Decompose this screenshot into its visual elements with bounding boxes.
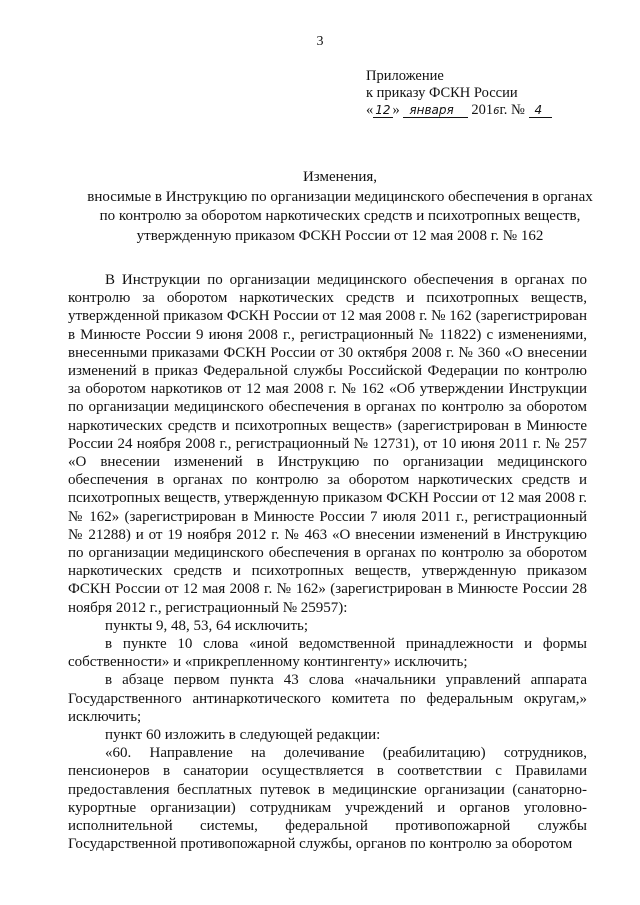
appendix-order-reference: к приказу ФСКН России [366, 85, 518, 101]
page-number: 3 [316, 34, 324, 49]
appendix-label: Приложение [366, 68, 444, 84]
close-quote: » [392, 102, 400, 118]
document-title [60, 168, 620, 246]
date-day: 12 [375, 103, 391, 117]
date-year-suffix: 6 [493, 106, 500, 117]
paragraph-item-43: в абзаце первом пункта 43 слова «начальники управлений аппарата Государственного антинаркотического комитета по федеральным округам,» исключить; [68, 672, 587, 725]
title-line-2: вносимые в Инструкцию по организации медицинского обеспечения в органах [87, 188, 593, 205]
paragraph-item-10: в пункте 10 слова «иной ведомственной принадлежности и формы собственности» и «прикрепленному контингенту» исключить; [68, 636, 587, 671]
paragraph-item-exclusion: пункты 9, 48, 53, 64 исключить; [105, 617, 309, 634]
open-quote: « [366, 102, 374, 118]
appendix-block [366, 68, 552, 120]
date-year-prefix: 201 [471, 102, 494, 118]
year-label: г. № [499, 102, 525, 118]
title-line-3: по контролю за оборотом наркотических средств и психотропных веществ, [99, 208, 581, 224]
paragraph-intro: В Инструкции по организации медицинского обеспечения в органах по контролю за оборотом наркотических средств и психотропных веществ, утвержденной приказом ФСКН России от 12 мая 2008 г. № 162 (зарегистрирован в Минюсте России 9 июня 2008 г., регистрационный № 11822) с изменениями, внесенными приказами ФСКН России от 30 октября 2008 г. № 360 «О внесении изменений в приказ Федеральной службы Российской Федерации по контролю за оборотом наркотиков от 12 мая 2008 г. № 162 «Об утверждении Инструкции по организации медицинского обеспечения в органах по контролю за оборотом наркотических средств и психотропных веществ» (зарегистрирован в Минюсте России 24 ноября 2008 г., регистрационный № 12731), от 10 июня 2011 г. № 257 «О внесении изменений в Инструкцию по организации медицинского обеспечения в органах по контролю за оборотом наркотических средств и психотропных веществ, утвержденную приказом ФСКН России от 12 мая 2008 г. № 162» (зарегистрирован в Минюсте России 7 июля 2011 г., регистрационный № 21288) и от 19 ноября 2012 г. № 463 «О внесении изменений в Инструкцию по организации медицинского обеспечения в органах по контролю за оборотом наркотических средств и психотропных веществ, утвержденную приказом ФСКН России от 12 мая 2008 г. № 162» (зарегистрирован в Минюсте России 28 ноября 2012 г., регистрационный № 25957): [68, 272, 587, 616]
appendix-date-line [366, 102, 552, 120]
title-line-1: Изменения, [302, 169, 378, 185]
paragraph-item-60-text: «60. Направление на долечивание (реабилитацию) сотрудников, пенсионеров в санатории осуществляется в соответствии с Правилами предоставления бесплатных путевок в медицинские организации (санаторно-курортные организации) сотрудникам учреждений и органов уголовно-исполнительной системы, федеральной противопожарной службы Государственной противопожарной службы, органов по контролю за оборотом [68, 745, 587, 853]
date-month: января [403, 103, 467, 118]
order-number: 4 [529, 103, 553, 118]
title-line-4: утвержденную приказом ФСКН России от 12 мая 2008 г. № 162 [136, 227, 544, 244]
paragraph-item-60-intro: пункт 60 изложить в следующей редакции: [105, 727, 381, 744]
document-body [68, 271, 587, 854]
